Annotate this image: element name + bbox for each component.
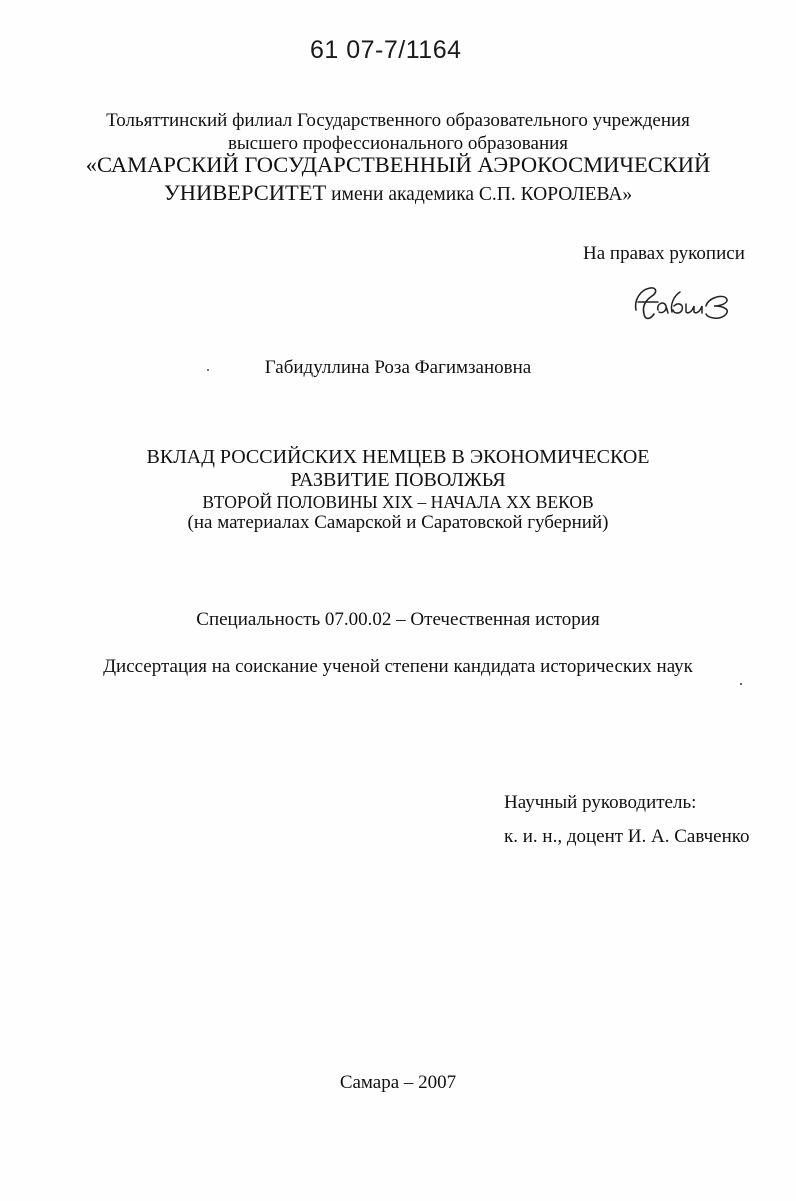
supervisor-name: к. и. н., доцент И. А. Савченко xyxy=(504,826,750,847)
institution-line-1: Тольяттинский филиал Государственного образовательного учреждения xyxy=(106,110,690,131)
archive-code: 61 07-7/1164 xyxy=(310,36,462,64)
author-name: Габидуллина Роза Фагимзановна xyxy=(264,357,532,378)
institution-line-3: «САМАРСКИЙ ГОСУДАРСТВЕННЫЙ АЭРОКОСМИЧЕСКИЙ xyxy=(85,152,711,177)
title-line-2: РАЗВИТИЕ ПОВОЛЖЬЯ xyxy=(290,469,506,491)
city-year: Самара – 2007 xyxy=(339,1072,457,1093)
institution-line-2: высшего профессионального образования xyxy=(227,133,569,154)
signature-image xyxy=(628,280,738,328)
institution-university: УНИВЕРСИТЕТ xyxy=(163,180,327,205)
title-line-3: ВТОРОЙ ПОЛОВИНЫ XIX – НАЧАЛА XX ВЕКОВ xyxy=(202,492,594,512)
institution-named-after: имени академика С.П. КОРОЛЕВА» xyxy=(326,184,633,205)
rights-note: На правах рукописи xyxy=(583,243,745,264)
title-line-1: ВКЛАД РОССИЙСКИХ НЕМЦЕВ В ЭКОНОМИЧЕСКОЕ xyxy=(146,446,650,468)
supervisor-label: Научный руководитель: xyxy=(504,792,697,813)
scan-speck xyxy=(740,683,742,685)
dissertation-note: Диссертация на соискание ученой степени кандидата исторических наук xyxy=(103,656,693,677)
specialty: Специальность 07.00.02 – Отечественная история xyxy=(196,609,600,630)
title-line-4: (на материалах Самарской и Саратовской губерний) xyxy=(187,512,609,533)
institution-line-4 xyxy=(0,179,796,209)
